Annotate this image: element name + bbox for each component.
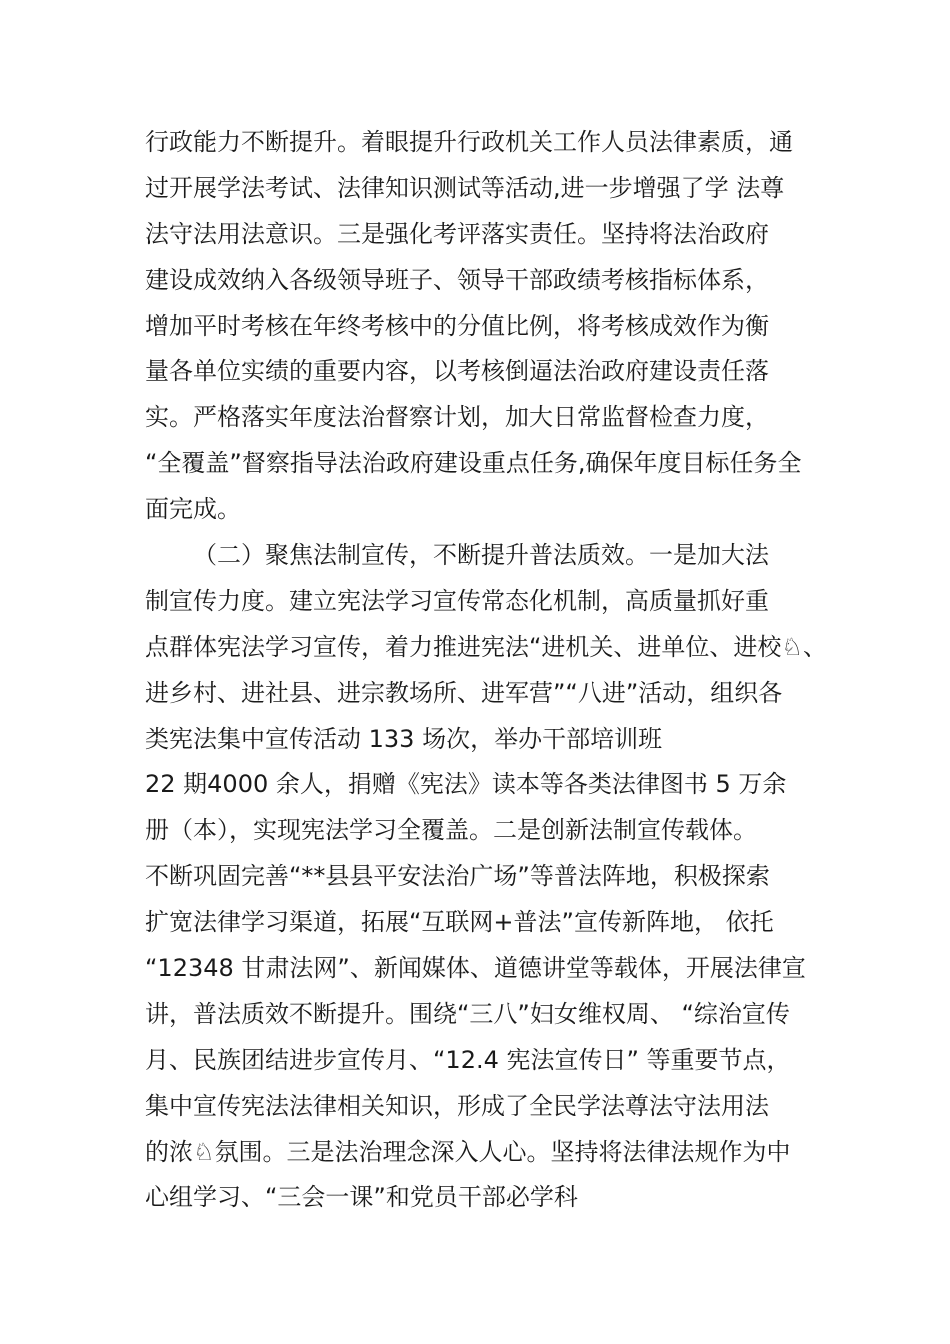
text-line: 讲，普法质效不断提升。围绕“三八”妇女维权周、 “综治宣传 xyxy=(145,999,790,1028)
text-line: 月、民族团结进步宣传月、“12.4 宪法宣传日” 等重要节点， xyxy=(145,1045,791,1074)
section-heading-line: （二）聚焦法制宣传，不断提升普法质效。一是加大法 xyxy=(193,541,769,570)
text-line: 建设成效纳入各级领导班子、领导干部政绩考核指标体系， xyxy=(145,265,769,294)
text-line: 类宪法集中宣传活动 133 场次，举办干部培训班 xyxy=(145,724,663,753)
text-line: 心组学习、“三会一课”和党员干部必学科 xyxy=(145,1183,578,1212)
text-line: 法守法用法意识。三是强化考评落实责任。坚持将法治政府 xyxy=(145,219,769,248)
text-line: 制宣传力度。建立宪法学习宣传常态化机制，高质量抓好重 xyxy=(145,586,769,615)
text-line: “全覆盖”督察指导法治政府建设重点任务,确保年度目标任务全 xyxy=(145,449,802,478)
body-text xyxy=(145,120,825,1221)
text-line: 面完成。 xyxy=(145,495,241,524)
text-line: 增加平时考核在年终考核中的分值比例，将考核成效作为衡 xyxy=(145,311,769,340)
text-line: 扩宽法律学习渠道，拓展“互联网+普法”宣传新阵地， 依托 xyxy=(145,908,774,937)
text-line: 不断巩固完善“**县县平安法治广场”等普法阵地，积极探索 xyxy=(145,862,770,891)
text-line: 集中宣传宪法法律相关知识，形成了全民学法尊法守法用法 xyxy=(145,1091,769,1120)
text-line: 点群体宪法学习宣传，着力推进宪法“进机关、进单位、进校♘、 xyxy=(145,632,827,661)
text-line: 行政能力不断提升。着眼提升行政机关工作人员法律素质，通 xyxy=(145,128,793,156)
text-line: 量各单位实绩的重要内容，以考核倒逼法治政府建设责任落 xyxy=(145,357,769,386)
text-line: 过开展学法考试、法律知识测试等活动,进一步增强了学 法尊 xyxy=(145,173,785,202)
text-line: 进乡村、进社县、进宗教场所、进军营”“八进”活动，组织各 xyxy=(145,678,783,707)
text-line: 实。严格落实年度法治督察计划，加大日常监督检查力度， xyxy=(145,403,769,432)
text-line: 的浓♘氛围。三是法治理念深入人心。坚持将法律法规作为中 xyxy=(145,1137,791,1166)
text-line: “12348 甘肃法网”、新闻媒体、道德讲堂等载体，开展法律宣 xyxy=(145,954,806,983)
text-line: 22 期4000 余人，捐赠《宪法》读本等各类法律图书 5 万余 xyxy=(145,770,787,799)
text-line: 册（本），实现宪法学习全覆盖。二是创新法制宣传载体。 xyxy=(145,816,757,845)
